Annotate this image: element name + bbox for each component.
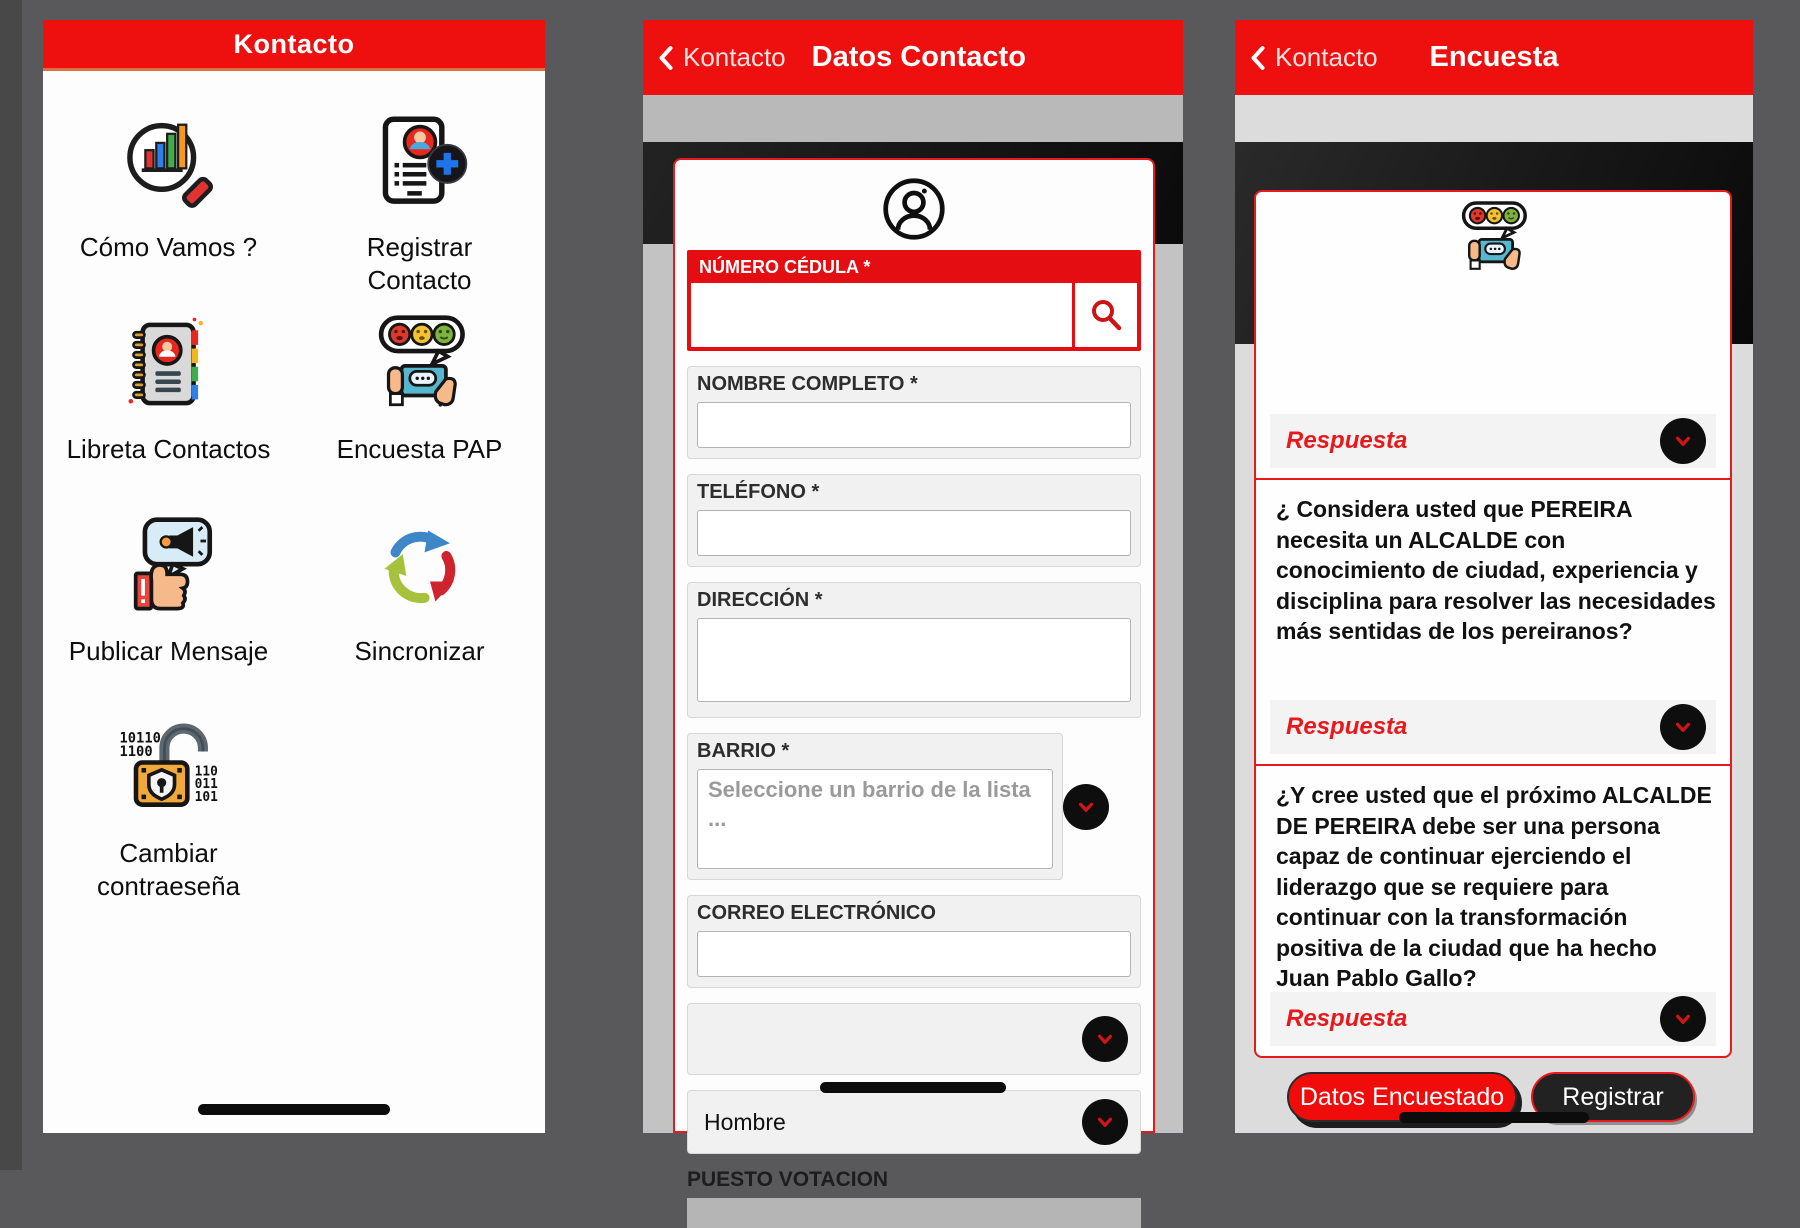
respuesta-dropdown-button[interactable]: [1660, 996, 1706, 1042]
home-header: [43, 20, 545, 71]
chevron-down-icon: [1092, 1026, 1118, 1052]
svg-text:1100: 1100: [119, 744, 153, 761]
divider: [1254, 478, 1732, 480]
chevron-down-icon: [1670, 1006, 1696, 1032]
correo-input[interactable]: [697, 931, 1131, 977]
puesto-label: PUESTO VOTACION: [687, 1168, 889, 1191]
survey-title: Encuesta: [1429, 41, 1559, 73]
respuesta-dropdown-button[interactable]: [1660, 704, 1706, 750]
menu-item-cambiar-contrasena[interactable]: [43, 713, 294, 915]
extra-select[interactable]: [687, 1003, 1141, 1075]
correo-field-group: [687, 895, 1141, 988]
search-icon: [1088, 297, 1124, 333]
svg-text:110: 110: [194, 764, 218, 780]
status-strip: [643, 95, 1183, 142]
telefono-input[interactable]: [697, 510, 1131, 556]
survey-question-2: ¿Y cree usted que el próximo ALCALDE DE PEREIRA debe ser una persona capaz de continuar ejerciendo el liderazgo que se requiere para continuar con la transformación positiva de la ciudad que ha hecho Juan Pablo Gallo?: [1276, 782, 1712, 992]
nombre-field-group: [687, 366, 1141, 459]
back-label: Kontacto: [683, 42, 786, 72]
back-chevron-icon: [657, 44, 675, 72]
nombre-input[interactable]: [697, 402, 1131, 448]
back-label: Kontacto: [1275, 42, 1378, 72]
telefono-field-group: [687, 474, 1141, 567]
status-strip: [1235, 95, 1753, 142]
genero-select[interactable]: [687, 1090, 1141, 1154]
chevron-down-icon: [1670, 428, 1696, 454]
datos-encuestado-button[interactable]: Datos Encuestado: [1287, 1072, 1517, 1122]
respuesta-label: Respuesta: [1286, 713, 1408, 740]
svg-text:10110: 10110: [119, 730, 161, 747]
svg-text:011: 011: [194, 777, 218, 793]
menu-item-registrar-contacto[interactable]: [294, 107, 545, 309]
chevron-down-icon: [1092, 1109, 1118, 1135]
cedula-search-button[interactable]: [1072, 283, 1137, 347]
survey-card: [1254, 190, 1732, 1058]
backdrop-edge: [0, 0, 22, 1170]
form-title: Datos Contacto: [811, 41, 1026, 73]
menu-item-label: Libreta Contactos: [66, 434, 271, 464]
respuesta-label: Respuesta: [1286, 427, 1408, 454]
back-button[interactable]: [657, 42, 786, 73]
chart-magnifier-icon: [119, 107, 219, 217]
cedula-field-group: [687, 250, 1141, 351]
home-indicator[interactable]: [198, 1104, 390, 1115]
respuesta-select-1[interactable]: [1270, 414, 1716, 468]
puesto-input[interactable]: [687, 1198, 1141, 1228]
survey-question-1: ¿ Considera usted que PEREIRA necesita un ALCALDE con conocimiento de ciudad, experiencia y disciplina para resolver las necesidades más sentidas de los pereiranos?: [1276, 496, 1716, 645]
add-contact-icon: [368, 107, 472, 217]
screen-encuesta: [1235, 20, 1753, 1133]
menu-item-publicar-mensaje[interactable]: [43, 511, 294, 713]
nombre-label: NOMBRE COMPLETO *: [697, 373, 918, 395]
menu-item-label: Cómo Vamos ?: [79, 232, 258, 262]
home-title: Kontacto: [233, 28, 355, 59]
home-indicator[interactable]: [1399, 1112, 1589, 1123]
chevron-down-icon: [1073, 794, 1099, 820]
correo-label: CORREO ELECTRÓNICO: [697, 902, 936, 924]
cedula-input[interactable]: [691, 283, 1072, 347]
barrio-label: BARRIO *: [697, 740, 790, 762]
survey-phone-icon: [1256, 200, 1730, 276]
genero-dropdown-button[interactable]: [1082, 1099, 1128, 1145]
direccion-label: DIRECCIÓN *: [697, 589, 823, 611]
menu-item-label: Sincronizar: [354, 636, 485, 666]
sync-icon: [370, 511, 470, 621]
respuesta-label: Respuesta: [1286, 1005, 1408, 1032]
contact-form-card: [673, 158, 1155, 1191]
form-header: [643, 20, 1183, 95]
barrio-select[interactable]: [697, 769, 1053, 869]
menu-item-sincronizar[interactable]: [294, 511, 545, 713]
survey-phone-icon: [364, 309, 476, 419]
survey-header: [1235, 20, 1753, 95]
respuesta-select-2[interactable]: [1270, 700, 1716, 754]
menu-item-label: Registrar Contacto: [366, 232, 473, 295]
svg-text:101: 101: [194, 790, 218, 805]
direccion-field-group: [687, 582, 1141, 718]
back-chevron-icon: [1249, 44, 1267, 72]
menu-item-como-vamos[interactable]: [43, 107, 294, 309]
chevron-down-icon: [1670, 714, 1696, 740]
direccion-input[interactable]: [697, 618, 1131, 702]
cedula-label: NÚMERO CÉDULA *: [691, 254, 1137, 283]
menu-item-label: Cambiar contraeseña: [96, 838, 241, 901]
change-password-icon: [114, 713, 224, 823]
respuesta-select-3[interactable]: [1270, 992, 1716, 1046]
menu-empty-cell: [294, 713, 545, 915]
menu-item-label: Encuesta PAP: [336, 434, 503, 464]
publish-message-icon: [117, 511, 221, 621]
menu-item-label: Publicar Mensaje: [68, 636, 269, 666]
puesto-field-group: [687, 1168, 1141, 1228]
back-button[interactable]: [1249, 42, 1378, 73]
menu-item-libreta-contactos[interactable]: [43, 309, 294, 511]
barrio-dropdown-button[interactable]: [1063, 784, 1109, 830]
contacts-book-icon: [119, 309, 219, 419]
registrar-button[interactable]: Registrar: [1531, 1072, 1695, 1122]
divider: [1254, 764, 1732, 766]
genero-value: Hombre: [704, 1108, 786, 1135]
screen-home: [43, 20, 545, 1133]
telefono-label: TELÉFONO *: [697, 481, 820, 503]
extra-select-dropdown-button[interactable]: [1082, 1016, 1128, 1062]
screen-datos-contacto: [643, 20, 1183, 1191]
home-menu-grid: [43, 71, 545, 915]
home-indicator[interactable]: [820, 1082, 1006, 1093]
barrio-field-group: [687, 733, 1141, 880]
respuesta-dropdown-button[interactable]: [1660, 418, 1706, 464]
person-circle-icon: [687, 170, 1141, 250]
barrio-placeholder: Seleccione un barrio de la lista ...: [708, 777, 1031, 831]
menu-item-encuesta-pap[interactable]: [294, 309, 545, 511]
